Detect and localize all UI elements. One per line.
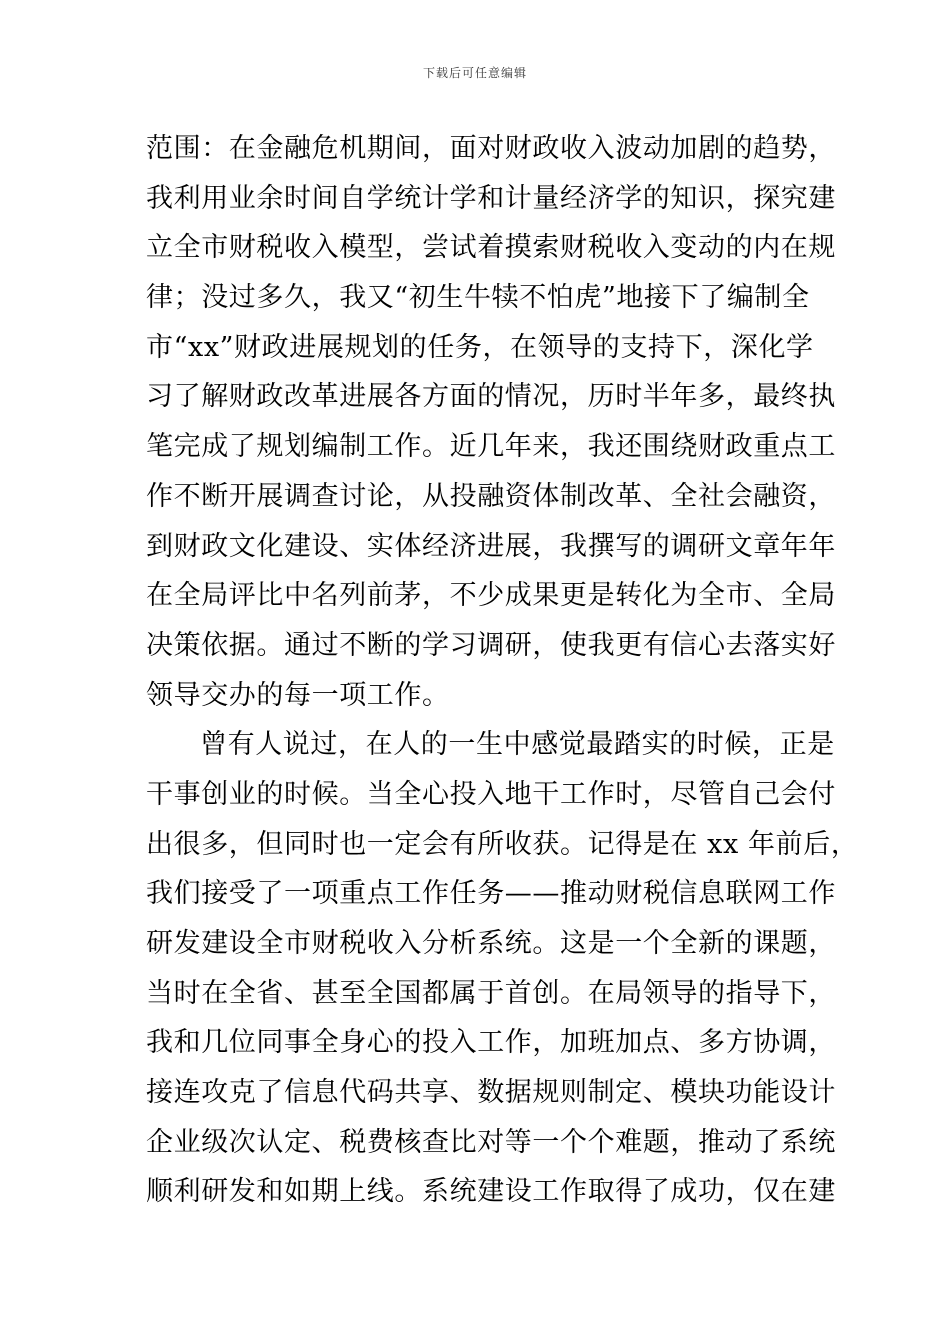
text-line: 接连攻克了信息代码共享、数据规则制定、模块功能设计 — [146, 1077, 836, 1109]
text-line: 顺利研发和如期上线。系统建设工作取得了成功，仅在建 — [146, 1176, 836, 1208]
text-line: 在全局评比中名列前茅，不少成果更是转化为全市、全局 — [146, 580, 836, 612]
text-line: 我和几位同事全身心的投入工作，加班加点、多方协调， — [146, 1027, 836, 1059]
text-line: 我利用业余时间自学统计学和计量经济学的知识，探究建 — [146, 182, 836, 214]
text-line: 范围：在金融危机期间，面对财政收入波动加剧的趋势， — [146, 133, 836, 164]
text-line: 领导交办的每一项工作。 — [146, 679, 450, 711]
text-line: 我们接受了一项重点工作任务——推动财税信息联网工作 — [146, 878, 836, 910]
text-line: 干事创业的时候。当全心投入地干工作时，尽管自己会付 — [146, 778, 836, 810]
text-line: 市“xx”财政进展规划的任务，在领导的支持下，深化学 — [146, 331, 814, 363]
text-line: 作不断开展调查讨论，从投融资体制改革、全社会融资， — [146, 480, 836, 512]
text-line: 当时在全省、甚至全国都属于首创。在局领导的指导下， — [146, 977, 836, 1009]
page-header: 下载后可任意编辑 — [422, 66, 527, 80]
text-line: 决策依据。通过不断的学习调研，使我更有信心去落实好 — [146, 629, 836, 661]
text-line: 企业级次认定、税费核查比对等一个个难题，推动了系统 — [146, 1126, 836, 1158]
text-line: 出很多，但同时也一定会有所收获。记得是在 xx 年前后， — [146, 828, 859, 860]
text-line: 研发建设全市财税收入分析系统。这是一个全新的课题， — [146, 928, 836, 959]
text-line: 习了解财政改革进展各方面的情况，历时半年多，最终执 — [146, 381, 836, 413]
text-line: 到财政文化建设、实体经济进展，我撰写的调研文章年年 — [146, 530, 836, 562]
text-line: 律；没过多久，我又“初生牛犊不怕虎”地接下了编制全 — [146, 282, 810, 314]
body-text — [146, 124, 859, 1217]
text-line: 笔完成了规划编制工作。近几年来，我还围绕财政重点工 — [146, 431, 836, 463]
paragraph-first-line: 曾有人说过，在人的一生中感觉最踏实的时候，正是 — [200, 729, 835, 761]
text-line: 立全市财税收入模型，尝试着摸索财税收入变动的内在规 — [146, 232, 836, 264]
